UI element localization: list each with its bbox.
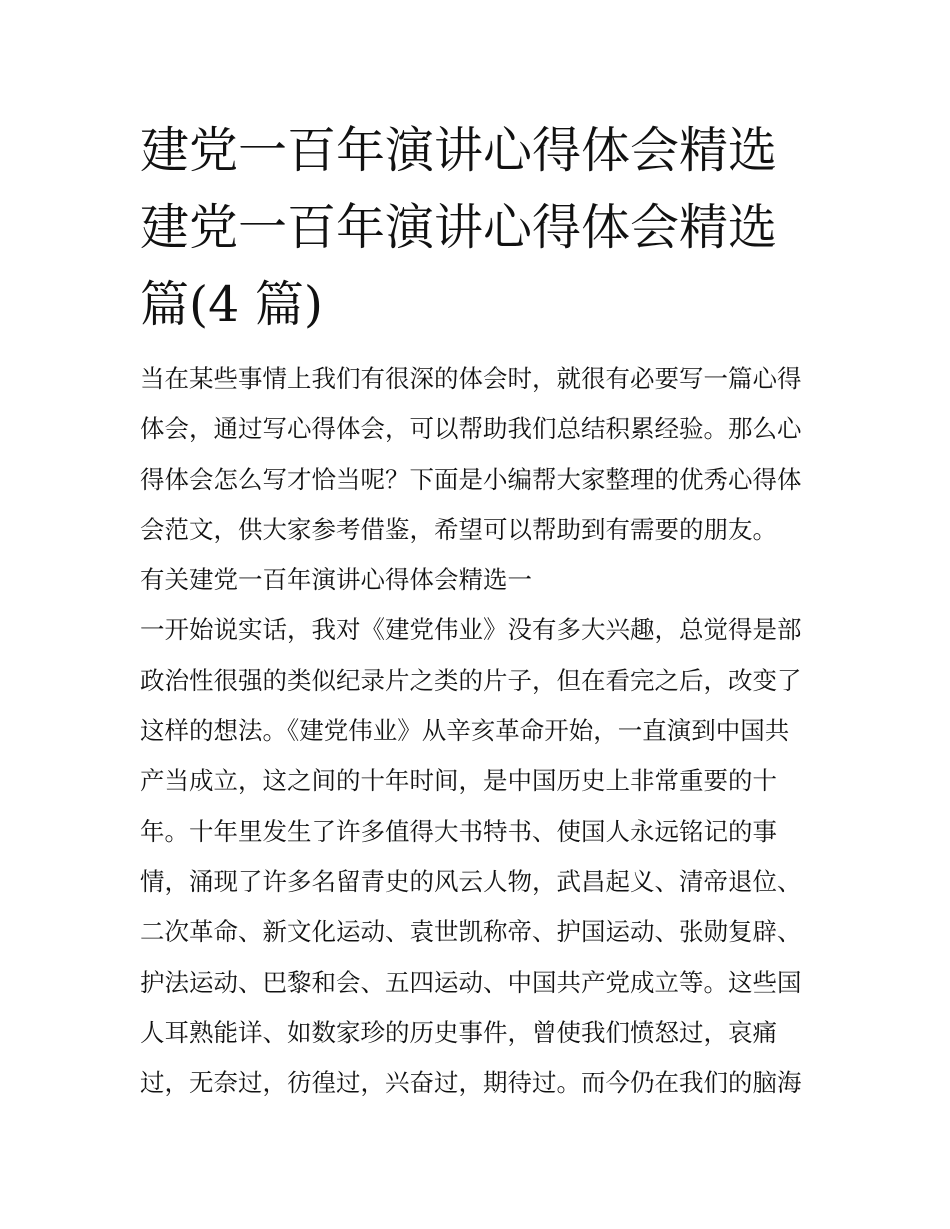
intro-line: 体会，通过写心得体会，可以帮助我们总结积累经验。那么心 bbox=[140, 414, 802, 444]
document-title bbox=[140, 112, 820, 343]
section-line: 人耳熟能详、如数家珍的历史事件，曾使我们愤怒过，哀痛 bbox=[140, 1017, 777, 1047]
title-line-1: 建党一百年演讲心得体会精选 bbox=[140, 122, 778, 179]
section-line: 过，无奈过，彷徨过，兴奋过，期待过。而今仍在我们的脑海 bbox=[140, 1068, 802, 1098]
section-line: 一开始说实话，我对《建党伟业》没有多大兴趣，总觉得是部 bbox=[140, 615, 802, 645]
section-line: 护法运动、巴黎和会、五四运动、中国共产党成立等。这些国 bbox=[140, 967, 802, 997]
section-line: 这样的想法。《建党伟业》从辛亥革命开始，一直演到中国共 bbox=[140, 716, 790, 746]
intro-line: 得体会怎么写才恰当呢？下面是小编帮大家整理的优秀心得体 bbox=[140, 464, 802, 494]
title-line-2: 建党一百年演讲心得体会精选 bbox=[140, 199, 778, 256]
section-line: 二次革命、新文化运动、袁世凯称帝、护国运动、张勋复辟、 bbox=[140, 917, 802, 947]
section-line: 政治性很强的类似纪录片之类的片子，但在看完之后，改变了 bbox=[140, 665, 802, 695]
section-line: 产当成立，这之间的十年时间，是中国历史上非常重要的十 bbox=[140, 766, 777, 796]
intro-line: 会范文，供大家参考借鉴，希望可以帮助到有需要的朋友。 bbox=[140, 514, 777, 544]
section-line: 情，涌现了许多名留青史的风云人物，武昌起义、清帝退位、 bbox=[140, 866, 802, 896]
intro-line: 当在某些事情上我们有很深的体会时，就很有必要写一篇心得 bbox=[140, 364, 802, 393]
section-heading: 有关建党一百年演讲心得体会精选一 bbox=[140, 565, 532, 595]
section-line: 年。十年里发生了许多值得大书特书、使国人永远铭记的事 bbox=[140, 816, 777, 846]
title-line-3: 篇(4 篇) bbox=[140, 276, 323, 333]
document-body bbox=[140, 354, 830, 1108]
